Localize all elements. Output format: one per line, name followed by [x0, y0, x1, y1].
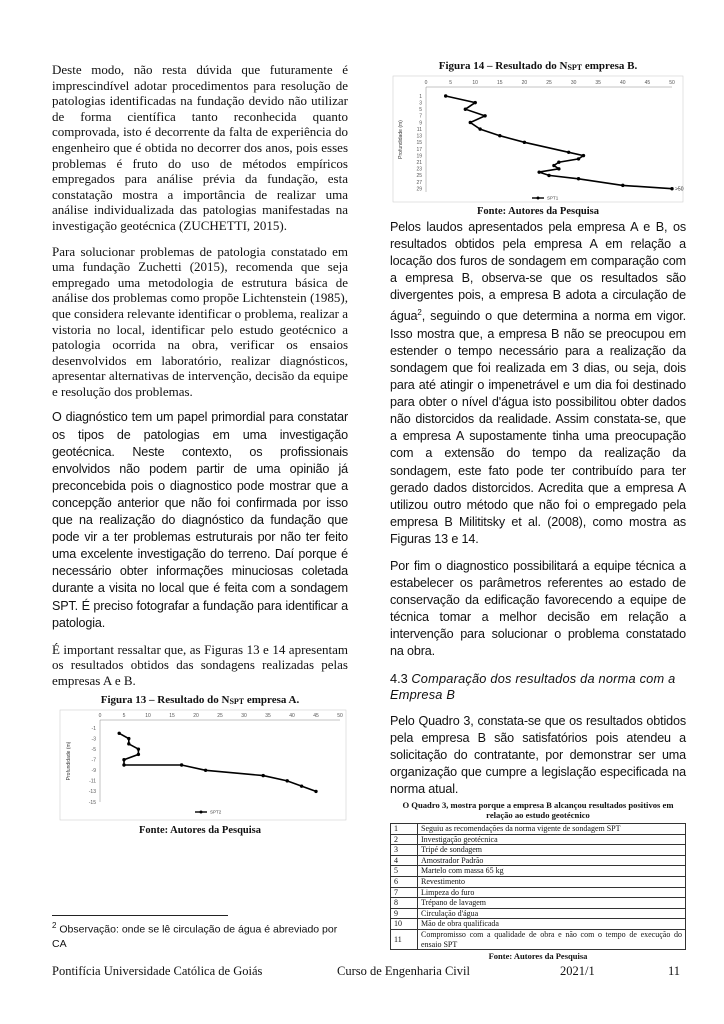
figure-13-source: Fonte: Autores da Pesquisa: [138, 825, 262, 837]
data-point: [557, 161, 560, 164]
spt-chart-company-b: [390, 74, 686, 204]
footer-course: Curso de Engenharia Civil: [337, 964, 470, 978]
y-tick-label: 1: [419, 93, 422, 100]
spt-chart-company-a: [52, 708, 348, 823]
x-tick-label: 20: [193, 713, 199, 720]
footnote-rule: [52, 915, 228, 916]
footer-page-number: 11: [668, 964, 681, 978]
data-point: [180, 764, 183, 767]
data-point: [286, 780, 289, 783]
data-point: [498, 134, 501, 137]
data-point: [474, 101, 477, 104]
row-number: 6: [391, 876, 418, 887]
figure-13-chart: [52, 708, 348, 823]
data-point: [464, 108, 467, 111]
figure-14-title: Figura 14 – Resultado do $N_{SPT}$ empresa B.: [438, 60, 638, 72]
y-tick-label: 13: [416, 133, 422, 140]
table-row: [391, 887, 686, 898]
row-item: Martelo com massa 65 kg: [418, 866, 686, 877]
row-item: Investigação geotécnica: [418, 834, 686, 845]
figure-13-title: Figura 13 – Resultado do $N_{SPT}$ empresa A.: [100, 694, 300, 707]
x-tick-label: 30: [570, 80, 577, 86]
data-point: [118, 732, 121, 735]
x-tick-label: 50: [669, 80, 675, 86]
right-column: [390, 60, 686, 961]
x-tick-label: 0: [98, 713, 102, 720]
data-point: [552, 164, 555, 167]
row-item: Seguiu as recomendações da norma vigente de sondagem SPT: [418, 824, 686, 835]
section-number: 4.3: [390, 670, 408, 686]
left-column: [52, 62, 348, 836]
data-point: [137, 753, 140, 756]
y-tick-label: 19: [416, 153, 422, 160]
data-point: [577, 177, 580, 180]
row-number: 3: [391, 845, 418, 856]
row-number: 9: [391, 908, 418, 919]
legend-label: SPT1: [547, 195, 559, 201]
x-tick-label: 35: [595, 80, 601, 86]
series-line: [119, 734, 316, 792]
x-tick-label: 20: [521, 80, 528, 86]
figure-14: [390, 60, 686, 217]
data-point: [547, 174, 550, 177]
row-number: 7: [391, 887, 418, 898]
x-tick-label: 45: [313, 713, 319, 720]
section-title: Comparação dos resultados da norma com a Empresa B: [390, 670, 676, 703]
table-row: [391, 834, 686, 845]
x-tick-label: 35: [265, 713, 271, 720]
x-tick-label: 40: [620, 80, 626, 86]
data-point: [567, 151, 570, 154]
y-tick-label: -11: [89, 779, 96, 786]
y-tick-label: 3: [419, 100, 422, 107]
y-tick-label: 29: [416, 186, 422, 193]
figure-13: [52, 694, 348, 836]
chart-frame: [393, 76, 683, 202]
table-row: [391, 866, 686, 877]
data-point: [444, 94, 447, 97]
data-point: [122, 758, 125, 761]
paragraph: Pelos laudos apresentados pela empresa A e B, os resultados obtidos pela empresa A em relação a locação dos furos de sondagem em comparação com a empresa B, observa-se que os resultados são divergentes pois, a empresa B adota a circulação de água$^2$, seguindo o que determina a norma em vigor. Isso mostra que, a empresa B não se preocupou em estender o tempo necessário para a realização da sondagem que foi realizada em 3 dias, ou seja, dois para até atingir o impenetrável e um dia foi destinado para obter o nível d'água isto possibilitou obter dados não distorcidos da realidade. Assim constata-se, que a empresa A supostamente tinha uma preocupação com a extensão do tempo da realização da sondagem, este fato pode ter contribuído para ter gerado dados distorcidos. Acredita que a empresa A utilizou outro método que não foi o empregado pela empresa B Milititsky et al. (2008), como mostra as Figuras 13 e 14.: [390, 220, 686, 546]
y-tick-label: -15: [88, 800, 96, 807]
row-number: 8: [391, 898, 418, 909]
row-item: Compromisso com a qualidade de obra e não com o tempo de execução do ensaio SPT: [418, 929, 686, 949]
y-axis-label: Profundidade (m): [66, 742, 72, 781]
row-item: Circulação d'água: [418, 908, 686, 919]
data-point: [483, 114, 486, 117]
y-tick-label: -3: [91, 736, 96, 743]
row-item: Revestimento: [418, 876, 686, 887]
data-point: [577, 157, 580, 160]
x-tick-label: 15: [497, 80, 503, 86]
table-row: [391, 845, 686, 856]
quadro-3-title: O Quadro 3, mostra porque a empresa B alcançou resultados positivos em relação ao estudo geotécnico: [402, 800, 674, 820]
paragraph: Deste modo, não resta dúvida que futuramente é imprescindível adotar procedimentos para resolução de patologias identificadas na fundação devido não utilizar de forma científica tanto reconhecida quanto comprovada, isto é decorrente da falta de experiência do engenheiro que é obtida no decorrer dos anos, pois esses problemas é fruto do uso de métodos empíricos empregados para análise prévia da fundação, esta constatação mostra a importância de realizar uma análise individualizada das patologias manifestadas na investigação geotécnica (ZUCHETTI, 2015).: [52, 62, 348, 233]
x-tick-label: 5: [449, 80, 452, 86]
row-number: 11: [391, 929, 418, 949]
data-point: [469, 121, 472, 124]
row-item: Limpeza do furo: [418, 887, 686, 898]
footnote: $^2$ Observação: onde se lê circulação de água é abreviado por CA: [52, 921, 338, 950]
legend-marker: [200, 811, 203, 814]
table-row: [391, 908, 686, 919]
data-point: [127, 743, 130, 746]
footer-semester: 2021/1: [560, 964, 595, 978]
x-tick-label: 50: [337, 713, 343, 720]
row-number: 10: [391, 919, 418, 930]
table-row: [391, 855, 686, 866]
chart-frame: [60, 710, 346, 820]
x-tick-label: 25: [546, 80, 552, 86]
y-tick-label: 15: [416, 140, 422, 147]
quadro-3: [390, 800, 686, 961]
x-tick-label: 45: [644, 80, 651, 86]
x-tick-label: 5: [122, 713, 126, 720]
y-tick-label: -7: [91, 757, 96, 764]
paragraph: Para solucionar problemas de patologia constatado em uma fundação Zuchetti (2015), recomenda que seja empregado uma metodologia de estrutura básica de análise dos problemas como propõe Lichtenstein (1985), que considera relevante identificar o problema, realizar a vistoria no local, identificar pelo estudo geotécnico a patologia ocorrida na obra, verificar os ensaios desenvolvidos em laboratório, realizar diagnósticos, apresentar alternativas de intervenção, decisão da equipe e resolução dos problemas.: [52, 243, 348, 399]
x-tick-label: 10: [472, 80, 478, 86]
y-tick-label: -13: [88, 789, 96, 796]
paragraph: Por fim o diagnostico possibilitará a equipe técnica a estabelecer os parâmetros referentes ao estado de conservação da edificação favorecendo a equipe de técnica tomar a melhor decisão em relação a intervenção para solucionar o problema constatado na obra.: [390, 558, 686, 659]
x-tick-label: 0: [424, 80, 428, 86]
data-point: [300, 785, 303, 788]
y-tick-label: 21: [416, 160, 422, 167]
y-tick-label: 7: [419, 113, 422, 120]
table-row: [391, 876, 686, 887]
data-point: [478, 127, 481, 130]
row-number: 1: [391, 824, 418, 835]
data-point: [582, 154, 585, 157]
row-item: Trépano de lavagem: [418, 898, 686, 909]
y-tick-label: 25: [416, 173, 422, 180]
section-heading: [390, 671, 686, 704]
figure-14-source: Fonte: Autores da Pesquisa: [476, 206, 600, 217]
y-tick-label: 5: [419, 107, 422, 114]
y-tick-label: 9: [419, 120, 422, 127]
row-item: Mão de obra qualificada: [418, 919, 686, 930]
figure-14-chart: [390, 74, 686, 204]
y-tick-label: 17: [416, 146, 422, 153]
row-item: Amostrador Padrão: [418, 855, 686, 866]
x-tick-label: 15: [169, 713, 175, 720]
row-number: 2: [391, 834, 418, 845]
row-number: 5: [391, 866, 418, 877]
y-axis-label: Profundidade (m): [398, 120, 404, 159]
y-tick-label: 11: [416, 126, 422, 133]
data-point: [537, 170, 540, 173]
quadro-3-table: [390, 823, 686, 950]
data-point: [127, 737, 130, 740]
y-tick-label: -1: [91, 726, 96, 733]
row-item: Tripé de sondagem: [418, 845, 686, 856]
y-tick-label: 27: [416, 179, 422, 186]
legend-marker: [537, 197, 540, 200]
y-tick-label: 23: [416, 166, 422, 173]
footer-institution: Pontifícia Universidade Católica de Goiás: [52, 964, 263, 978]
x-tick-label: 10: [145, 713, 151, 720]
table-row: [391, 898, 686, 909]
y-tick-label: -5: [91, 747, 96, 754]
table-row: [391, 919, 686, 930]
legend-label: SPT2: [210, 810, 222, 816]
data-point: [670, 187, 673, 190]
x-tick-label: 30: [241, 713, 247, 720]
data-point: [204, 769, 207, 772]
table-row: [391, 824, 686, 835]
chart-annotation: >50: [675, 186, 684, 193]
x-tick-label: 40: [289, 713, 295, 720]
x-tick-label: 25: [217, 713, 223, 720]
quadro-3-source: Fonte: Autores da Pesquisa: [488, 951, 588, 962]
y-tick-label: -9: [91, 768, 96, 775]
data-point: [523, 141, 526, 144]
data-point: [262, 774, 265, 777]
data-point: [314, 790, 317, 793]
table-row: [391, 929, 686, 949]
paragraph: É important ressaltar que, as Figuras 13 e 14 apresentam os resultados obtidos das sondagens realizadas pelas empresas A e B.: [52, 641, 348, 688]
data-point: [557, 167, 560, 170]
series-line: [446, 96, 672, 189]
paragraph: Pelo Quadro 3, constata-se que os resultados obtidos pela empresa B são satisfatórios pois atendeu a solicitação do contratante, por demonstrar ser uma organização que cumpre a legislação especificada na norma atual.: [390, 713, 686, 796]
paragraph: O diagnóstico tem um papel primordial para constatar os tipos de patologias em uma investigação geotécnica. Neste contexto, os profissionais envolvidos não podem partir de uma opinião já preconcebida pois o diagnostico pode mostrar que a concepção anterior que não foi confirmada por isso que na realização do diagnóstico da fundação que pode vir a ter problemas estruturais por não ter feito uma excelente investigação do terreno. Daí porque é necessário obter informações minuciosas coletada durante a visita no local que é feita com a sondagem SPT. É preciso fotografar a fundação para identificar a patologia.: [52, 410, 348, 630]
data-point: [137, 748, 140, 751]
data-point: [122, 764, 125, 767]
data-point: [621, 184, 624, 187]
row-number: 4: [391, 855, 418, 866]
